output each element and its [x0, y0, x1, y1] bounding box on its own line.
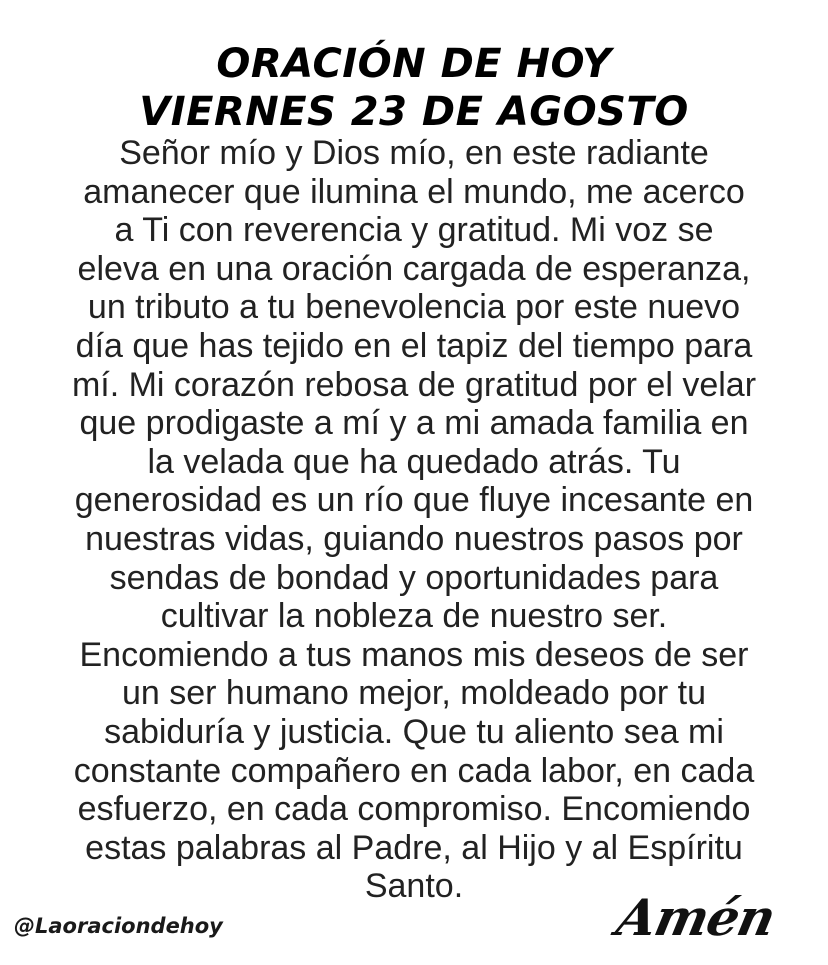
prayer-line: eleva en una oración cargada de esperanza, — [77, 249, 751, 288]
prayer-line: Encomiendo a tus manos mis deseos de ser — [79, 635, 749, 674]
prayer-line: mí. Mi corazón rebosa de gratitud por el velar — [71, 365, 757, 404]
prayer-line: constante compañero en cada labor, en cada — [73, 751, 755, 790]
prayer-line: la velada que ha quedado atrás. Tu — [147, 442, 681, 481]
prayer-line: día que has tejido en el tapiz del tiempo para — [75, 326, 753, 365]
prayer-line: amanecer que ilumina el mundo, me acerco — [83, 172, 745, 211]
prayer-line: Santo. — [364, 867, 464, 906]
amen-signature: Amén — [611, 888, 781, 947]
prayer-line: generosidad es un río que fluye incesante en — [74, 481, 754, 520]
prayer-line: sabiduría y justicia. Que tu aliento sea mi — [104, 712, 724, 751]
prayer-line: sendas de bondad y oportunidades para — [109, 558, 719, 597]
page-title-line-1: ORACIÓN DE HOY — [216, 41, 612, 87]
social-handle: @Laoraciondehoy — [14, 914, 223, 938]
prayer-line: un tributo a tu benevolencia por este nuevo — [87, 288, 741, 327]
prayer-line: esfuerzo, en cada compromiso. Encomiendo — [77, 790, 751, 829]
page-title-line-2: VIERNES 23 DE AGOSTO — [139, 89, 689, 135]
prayer-line: a Ti con reverencia y gratitud. Mi voz se — [114, 211, 714, 250]
prayer-line: que prodigaste a mí y a mi amada familia en — [79, 404, 749, 443]
prayer-line: cultivar la nobleza de nuestro ser. — [160, 597, 668, 636]
prayer-text — [10, 134, 818, 906]
prayer-line: un ser humano mejor, moldeado por tu — [121, 674, 706, 713]
prayer-line: nuestras vidas, guiando nuestros pasos por — [85, 519, 743, 558]
prayer-line: Señor mío y Dios mío, en este radiante — [119, 134, 709, 172]
prayer-line: estas palabras al Padre, al Hijo y al Espíritu — [85, 828, 743, 867]
